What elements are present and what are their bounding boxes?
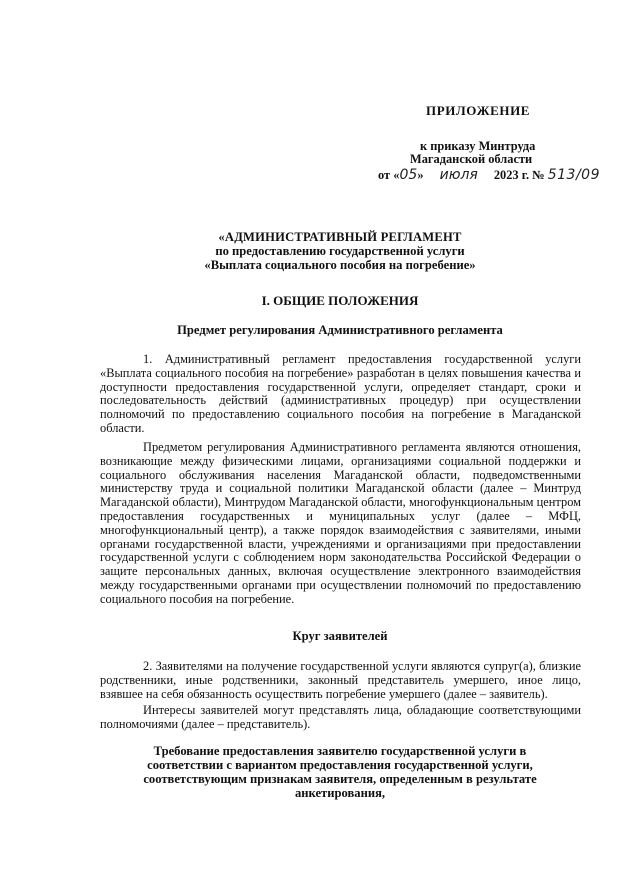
handwritten-month: июля <box>439 166 478 183</box>
date-prefix: от « <box>378 167 400 182</box>
date-mid: » <box>417 167 424 182</box>
subheading-requirement-line1: Требование предоставления заявителю государственной услуги в <box>153 744 527 758</box>
subheading-subject: Предмет регулирования Административного регламента <box>177 323 503 337</box>
appendix-title: ПРИЛОЖЕНИЕ <box>426 103 531 118</box>
appendix-date-line <box>378 166 618 183</box>
appendix-order-ref: к приказу Минтруда <box>420 138 536 153</box>
paragraph-3: 2. Заявителями на получение государственной услуги являются супруг(а), близкие родственники, иные родственники, законный представитель умершего, иное лицо, взявшее на себя обязанность осуществить погребение умершего (далее – заявитель). <box>100 659 581 701</box>
subheading-requirement <box>100 744 580 800</box>
regulation-title-line1: «АДМИНИСТРАТИВНЫЙ РЕГЛАМЕНТ <box>218 230 462 244</box>
subheading-requirement-line2: соответствии с вариантом предоставления государственной услуги, <box>147 758 533 772</box>
appendix-block <box>378 104 618 182</box>
handwritten-day: 05 <box>399 166 418 183</box>
paragraph-4: Интересы заявителей могут представлять лица, обладающие соответствующими полномочиями (далее – представитель). <box>100 703 581 731</box>
subheading-applicants: Круг заявителей <box>292 629 388 643</box>
regulation-title <box>100 230 580 272</box>
regulation-title-line3: «Выплата социального пособия на погребение» <box>204 258 476 272</box>
appendix-region: Магаданской области <box>410 151 533 166</box>
paragraph-2: Предметом регулирования Административного регламента являются отношения, возникающие между физическими лицами, организациями социальной поддержки и социального обслуживания населения Магаданской области, подведомственными министерству труда и социальной политики Магаданской области (далее – Минтруд Магаданской области), Минтрудом Магаданской области, многофункциональным центром предоставления государственных и муниципальных услуг (далее – МФЦ, многофункциональный центр), а также порядок взаимодействия с заявителями, иными органами государственной власти, учреждениями и организациями при предоставлении государственной услуги с соблюдением норм законодательства Российской Федерации о защите персональных данных, включая осуществление электронного взаимодействия между государственными органами при осуществлении полномочий по предоставлению социального пособия на погребение. <box>100 440 581 606</box>
subheading-requirement-line3: соответствующим признакам заявителя, определенным в результате анкетирования, <box>143 772 537 800</box>
paragraph-1: 1. Административный регламент предоставления государственной услуги «Выплата социального пособия на погребение» разработан в целях повышения качества и доступности предоставления государственной услуги, определяет стандарт, сроки и последовательность действий (административных процедур) при осуществлении полномочий по предоставлению социального пособия на погребение в Магаданской области. <box>100 352 581 435</box>
handwritten-order-number: 513/09 <box>547 166 600 183</box>
regulation-title-line2: по предоставлению государственной услуги <box>215 244 465 258</box>
section-heading: I. ОБЩИЕ ПОЛОЖЕНИЯ <box>261 293 419 308</box>
date-year: 2023 г. № <box>493 167 545 182</box>
